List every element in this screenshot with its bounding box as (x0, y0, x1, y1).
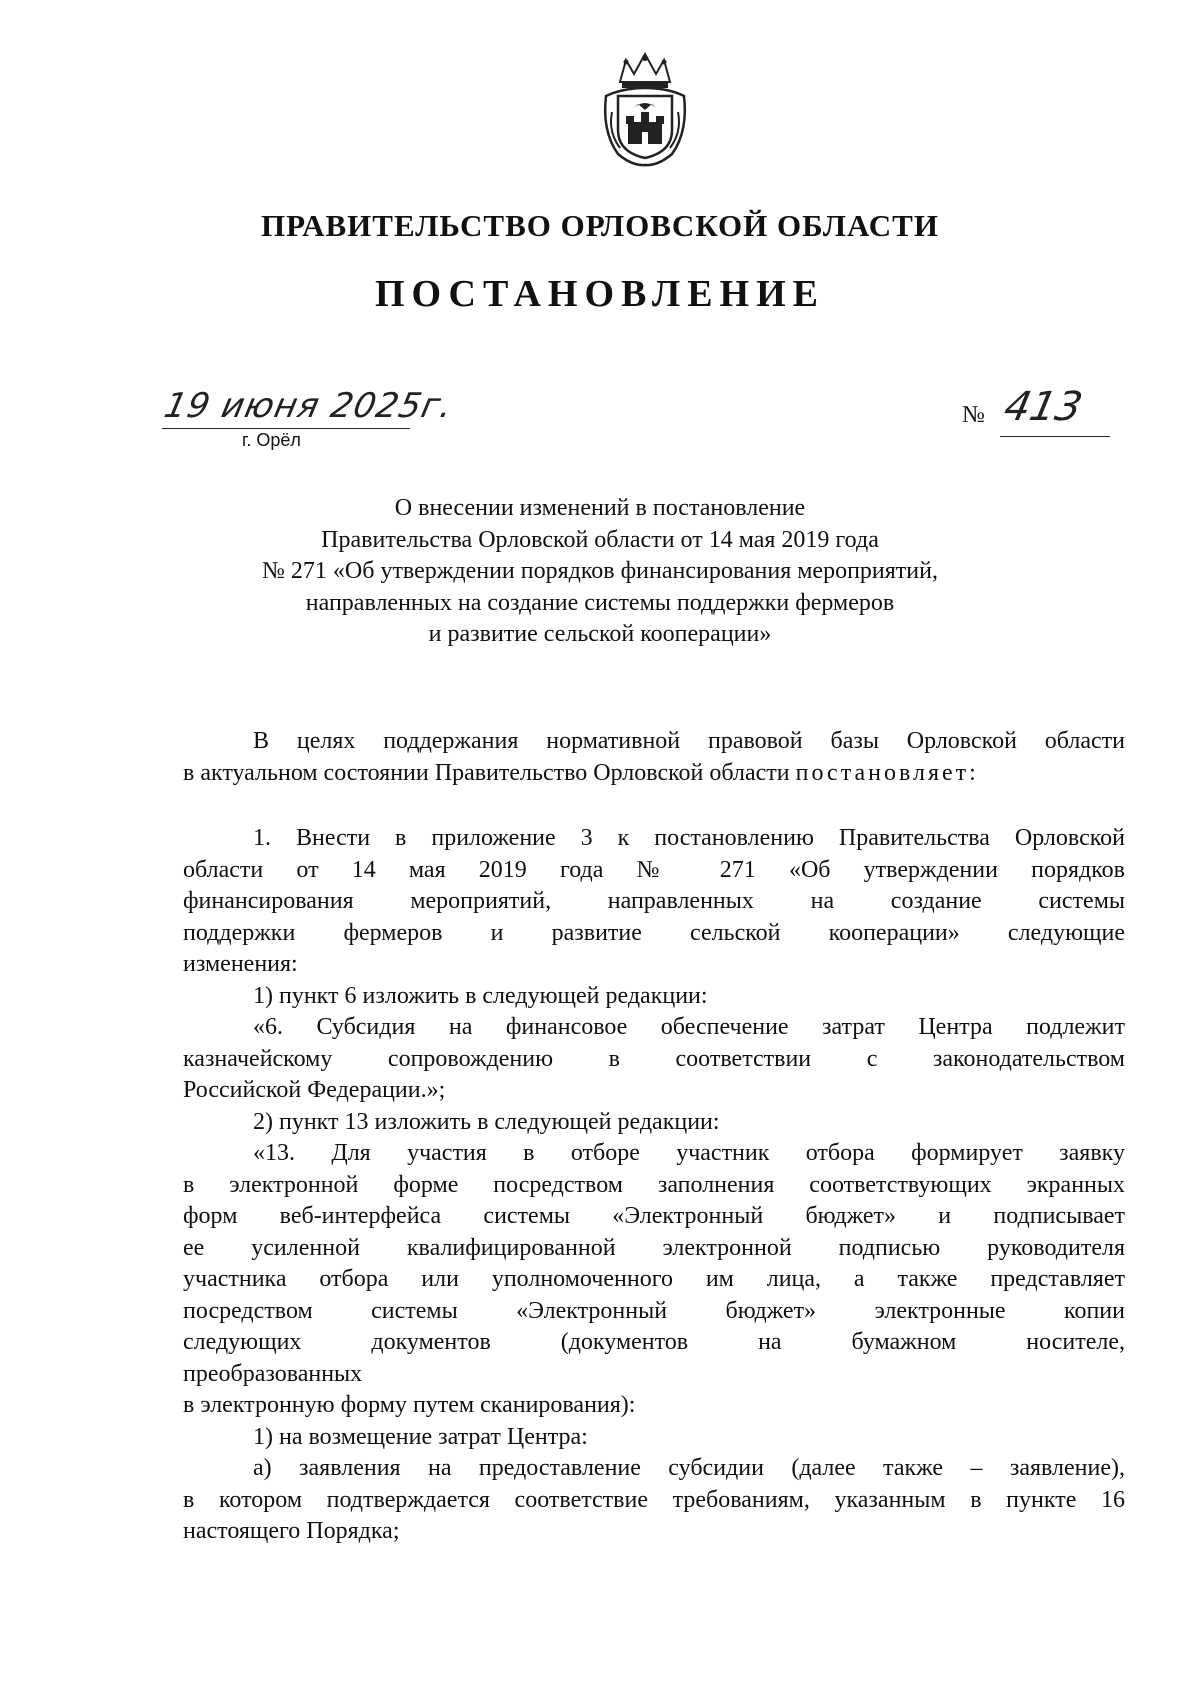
paragraph-line: «6. Субсидия на финансовое обеспечение затрат Центра подлежит (253, 1014, 1125, 1040)
paragraph-line: а) заявления на предоставление субсидии (далее также – заявление), (253, 1455, 1125, 1481)
preamble (183, 726, 1125, 789)
paragraph-1 (183, 823, 1125, 1548)
subitem-1: 1) на возмещение затрат Центра: (253, 1423, 588, 1450)
paragraph-line: финансирования мероприятий, направленных на создание системы (183, 888, 1125, 914)
paragraph-line: области от 14 мая 2019 года № 271 «Об утверждении порядков (183, 856, 1125, 883)
paragraph-line: преобразованных (183, 1360, 363, 1387)
paragraph-line: ее усиленной квалифицированной электронной подписью руководителя (183, 1234, 1125, 1261)
document-subject (0, 493, 1200, 651)
paragraph-line: 1. Внести в приложение 3 к постановлению Правительства Орловской (253, 825, 1125, 851)
subject-line: и развитие сельской кооперации» (428, 621, 772, 647)
paragraph-line: участника отбора или уполномоченного им лица, а также представляет (183, 1266, 1125, 1292)
item-2: 2) пункт 13 изложить в следующей редакции: (253, 1108, 720, 1135)
handwritten-number: 413 (1000, 384, 1087, 430)
handwritten-date: 19 июня 2025г. (160, 386, 457, 426)
resolves-spaced: постановляет: (795, 759, 979, 786)
subject-line: О внесении изменений в постановление (394, 495, 806, 521)
paragraph-line: Российской Федерации.»; (183, 1077, 446, 1103)
paragraph-line: настоящего Порядка; (183, 1518, 400, 1544)
date-underline (162, 428, 410, 429)
preamble-line: В целях поддержания нормативной правовой базы Орловской области (253, 728, 1125, 754)
preamble-line (183, 758, 1125, 790)
paragraph-line: поддержки фермеров и развитие сельской кооперации» следующие (183, 919, 1125, 946)
subject-line: № 271 «Об утверждении порядков финансирования мероприятий, (262, 558, 938, 584)
subject-line: направленных на создание системы поддержки фермеров (305, 589, 895, 616)
document-type-heading: ПОСТАНОВЛЕНИЕ (374, 273, 826, 315)
preamble-text: в актуальном состоянии Правительство Орловской области (183, 759, 790, 786)
paragraph-line: в котором подтверждается соответствие требованиям, указанным в пункте 16 (183, 1486, 1125, 1513)
number-underline (1000, 436, 1110, 437)
paragraph-line: посредством системы «Электронный бюджет» электронные копии (183, 1297, 1125, 1324)
subject-line: Правительства Орловской области от 14 мая 2019 года (321, 526, 879, 553)
paragraph-line: в электронной форме посредством заполнения соответствующих экранных (183, 1171, 1125, 1198)
item-1: 1) пункт 6 изложить в следующей редакции: (253, 982, 708, 1009)
paragraph-line: «13. Для участия в отборе участник отбора формирует заявку (253, 1140, 1125, 1166)
coat-of-arms-emblem (598, 52, 692, 167)
number-sign: № (962, 402, 985, 428)
paragraph-line: следующих документов (документов на бумажном носителе, (183, 1329, 1125, 1355)
paragraph-line: изменения: (183, 951, 298, 977)
organization-title: ПРАВИТЕЛЬСТВО ОРЛОВСКОЙ ОБЛАСТИ (261, 208, 939, 243)
paragraph-line: в электронную форму путем сканирования): (183, 1392, 636, 1418)
paragraph-line: форм веб-интерфейса системы «Электронный бюджет» и подписывает (183, 1203, 1125, 1229)
city-label: г. Орёл (242, 430, 301, 450)
paragraph-line: казначейскому сопровождению в соответствии с законодательством (183, 1045, 1125, 1072)
